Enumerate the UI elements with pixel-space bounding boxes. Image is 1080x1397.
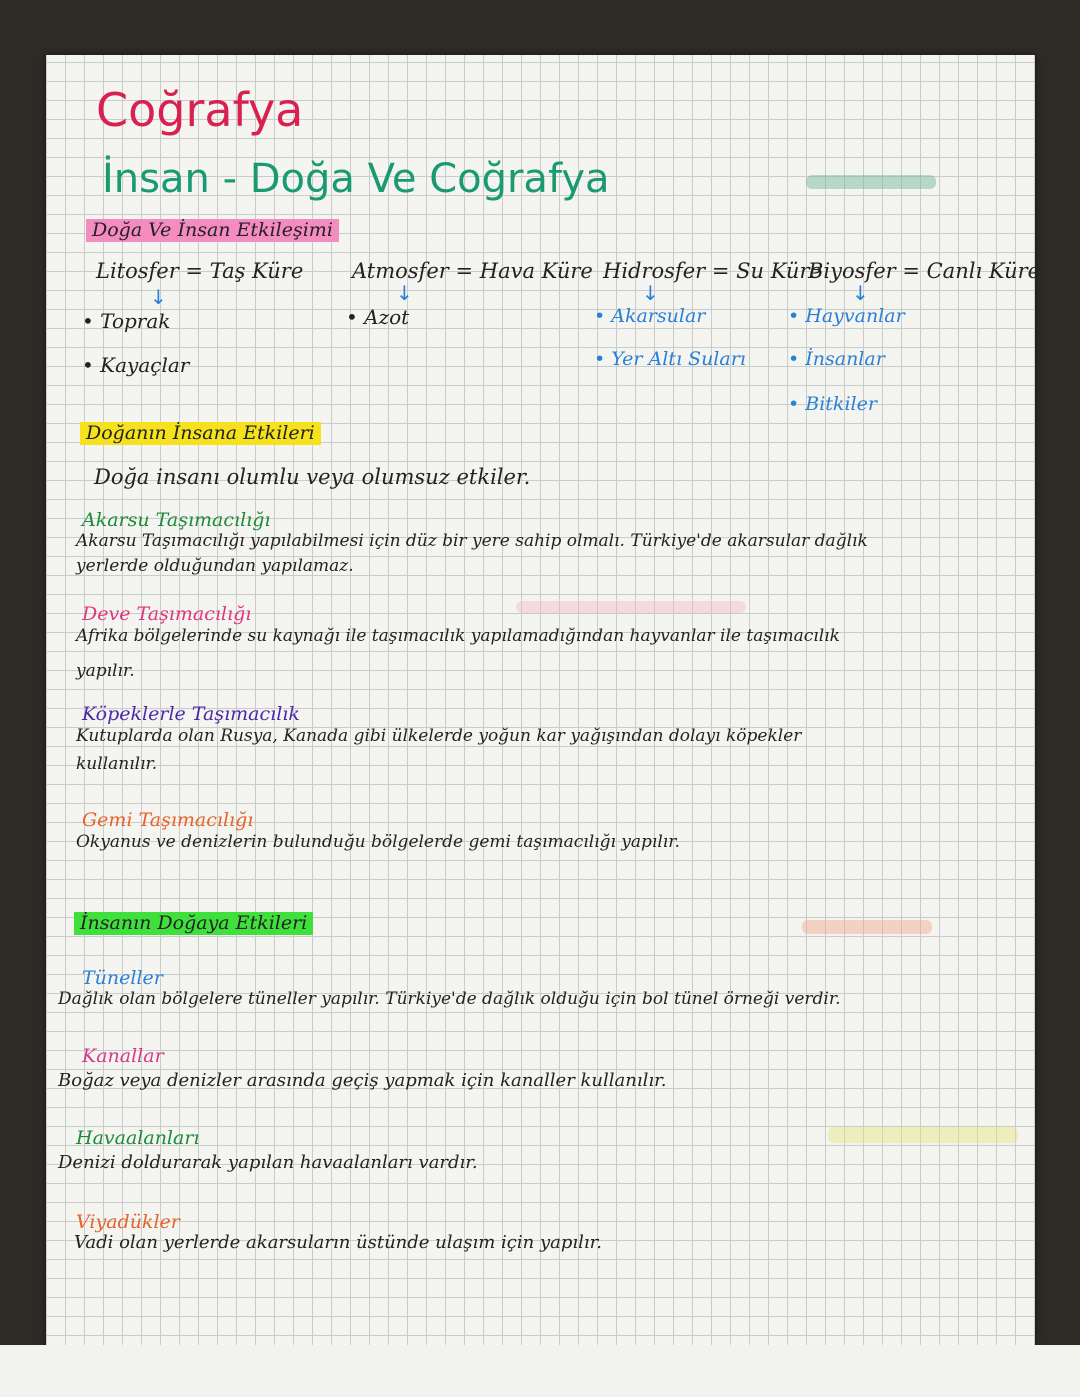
sphere-hidrosfer-label: Hidrosfer = Su Küre bbox=[603, 259, 822, 283]
arrow-down-icon: ↓ bbox=[150, 285, 167, 309]
topic-title: Akarsu Taşımacılığı bbox=[82, 509, 271, 531]
topic-text: Denizi doldurarak yapılan havaalanları vardır. bbox=[58, 1152, 478, 1173]
section2-heading: Doğanın İnsana Etkileri bbox=[80, 422, 321, 445]
topic-text: yerlerde olduğundan yapılamaz. bbox=[76, 556, 354, 576]
topic-title: Havaalanları bbox=[76, 1127, 200, 1149]
faint-green-smudge bbox=[806, 175, 936, 189]
topic-text: yapılır. bbox=[76, 661, 135, 681]
topic-text: kullanılır. bbox=[76, 754, 158, 774]
arrow-down-icon: ↓ bbox=[642, 281, 659, 305]
biyosfer-item: • İnsanlar bbox=[788, 348, 885, 370]
biyosfer-item: • Hayvanlar bbox=[788, 305, 905, 327]
topic-title: Kanallar bbox=[82, 1045, 164, 1067]
sphere-biyosfer-label: Biyosfer = Canlı Küre bbox=[808, 259, 1041, 283]
section3-heading: İnsanın Doğaya Etkileri bbox=[74, 912, 313, 935]
topic-text: Afrika bölgelerinde su kaynağı ile taşımacılık yapılamadığından hayvanlar ile taşımacılık bbox=[76, 626, 840, 646]
topic-title: Gemi Taşımacılığı bbox=[82, 809, 254, 831]
sphere-litosfer-label: Litosfer = Taş Küre bbox=[96, 259, 304, 283]
page-subtitle: İnsan - Doğa Ve Coğrafya bbox=[102, 156, 610, 202]
topic-text: Vadi olan yerlerde akarsuların üstünde ulaşım için yapılır. bbox=[74, 1232, 602, 1253]
topic-text: Okyanus ve denizlerin bulunduğu bölgelerde gemi taşımacılığı yapılır. bbox=[76, 832, 680, 852]
notebook-page bbox=[46, 55, 1041, 1345]
faint-pink-smudge bbox=[516, 601, 746, 613]
topic-text: Kutuplarda olan Rusya, Kanada gibi ülkelerde yoğun kar yağışından dolayı köpekler bbox=[76, 726, 802, 746]
sphere-atmosfer-label: Atmosfer = Hava Küre bbox=[352, 259, 593, 283]
arrow-down-icon: ↓ bbox=[396, 281, 413, 305]
topic-title: Tüneller bbox=[82, 967, 163, 989]
section1-heading: Doğa Ve İnsan Etkileşimi bbox=[86, 219, 339, 242]
arrow-down-icon: ↓ bbox=[852, 281, 869, 305]
litosfer-item: • Toprak bbox=[82, 309, 171, 333]
hidrosfer-item: • Akarsular bbox=[594, 305, 706, 327]
page-title: Coğrafya bbox=[96, 83, 304, 137]
biyosfer-item: • Bitkiler bbox=[788, 393, 877, 415]
topic-title: Köpeklerle Taşımacılık bbox=[82, 703, 300, 725]
atmosfer-item: • Azot bbox=[346, 305, 410, 329]
faint-yellow-smudge bbox=[828, 1127, 1018, 1143]
topic-text: Dağlık olan bölgelere tüneller yapılır. Türkiye'de dağlık olduğu için bol tünel örneği verdir. bbox=[58, 989, 841, 1009]
faint-orange-smudge bbox=[802, 920, 932, 934]
topic-text: Boğaz veya denizler arasında geçiş yapmak için kanaller kullanılır. bbox=[58, 1070, 667, 1091]
topic-text: Akarsu Taşımacılığı yapılabilmesi için düz bir yere sahip olmalı. Türkiye'de akarsular dağlık bbox=[76, 531, 868, 551]
topic-title: Deve Taşımacılığı bbox=[82, 603, 252, 625]
litosfer-item: • Kayaçlar bbox=[82, 353, 190, 377]
hidrosfer-item: • Yer Altı Suları bbox=[594, 348, 746, 370]
photo-background-bottom bbox=[0, 1345, 1080, 1397]
section2-intro: Doğa insanı olumlu veya olumsuz etkiler. bbox=[94, 465, 531, 489]
topic-title: Viyadükler bbox=[76, 1211, 180, 1233]
